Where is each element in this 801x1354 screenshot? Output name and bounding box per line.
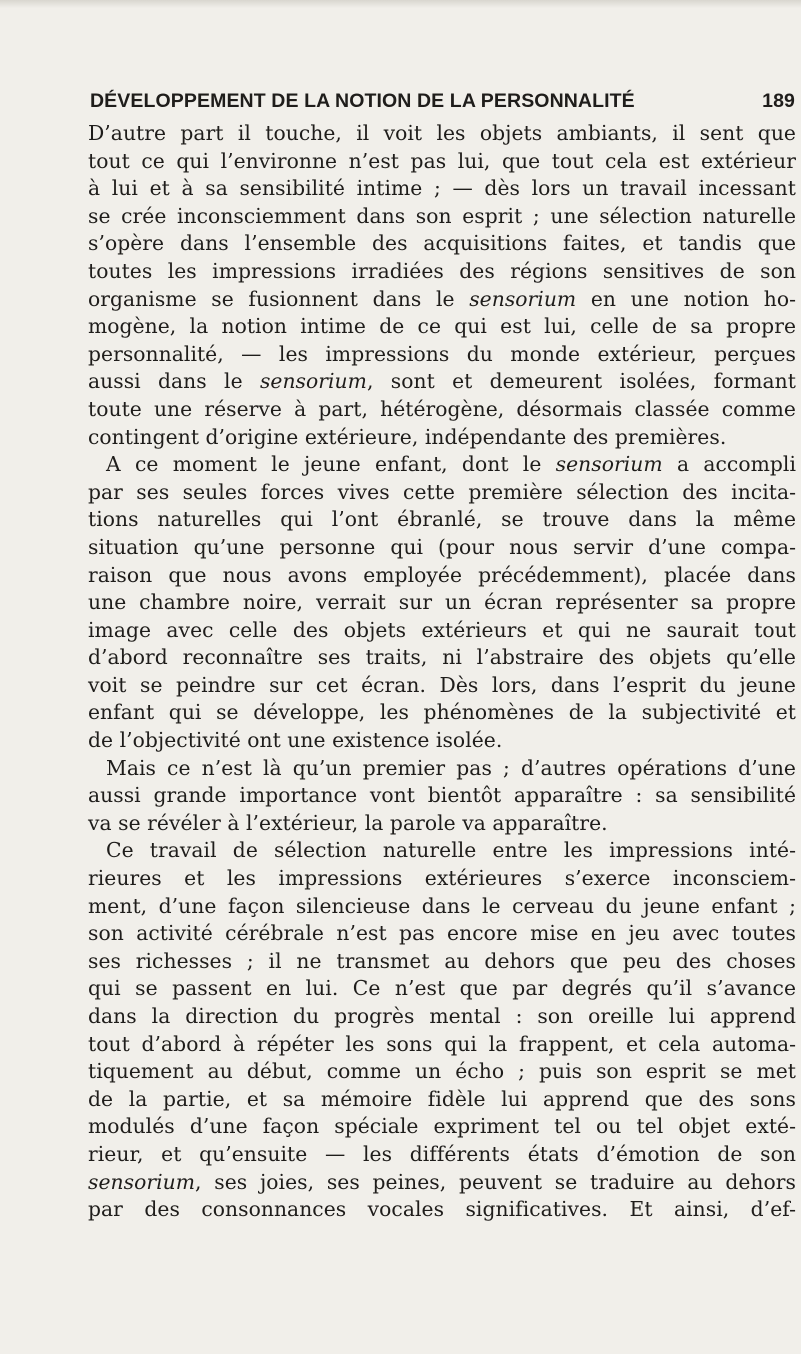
running-head — [90, 86, 795, 116]
text-segment: modulés d’une façon spéciale expriment tel ou tel objet exté- — [88, 1114, 796, 1139]
text-segment: son activité cérébrale n’est pas encore mise en jeu avec toutes — [88, 921, 796, 946]
text-line — [88, 258, 796, 286]
text-line — [88, 479, 796, 507]
text-segment: mogène, la notion intime de ce qui est lui, celle de sa propre — [88, 314, 796, 339]
text-segment: en une notion ho- — [576, 286, 796, 311]
text-line — [88, 286, 796, 314]
text-line — [88, 368, 796, 396]
text-segment: une chambre noire, verrait sur un écran représenter sa propre — [88, 590, 796, 615]
text-line — [88, 120, 796, 148]
text-segment: D’autre part il touche, il voit les objets ambiants, il sent que — [88, 121, 796, 145]
text-segment: tions naturelles qui l’ont ébranlé, se trouve dans la même — [88, 507, 796, 532]
body-text — [88, 120, 796, 1224]
text-line — [88, 755, 796, 783]
text-line — [88, 562, 796, 590]
text-line — [88, 1169, 796, 1197]
text-segment: d’abord reconnaître ses traits, ni l’abstraire des objets qu’elle — [88, 645, 796, 670]
italic-term: sensorium — [88, 1169, 196, 1194]
text-segment: s’opère dans l’ensemble des acquisitions faites, et tandis que — [88, 231, 796, 256]
text-line — [88, 782, 796, 810]
text-segment: tout d’abord à répéter les sons qui la frappent, et cela automa- — [88, 1031, 796, 1056]
italic-term: sensorium — [469, 286, 577, 311]
text-line — [88, 534, 796, 562]
italic-term: sensorium — [555, 452, 663, 477]
text-segment: se crée inconsciemment dans son esprit ; une sélection naturelle — [88, 203, 796, 228]
text-line — [88, 396, 796, 424]
text-line — [88, 203, 796, 231]
text-line — [88, 230, 796, 258]
text-segment: à lui et à sa sensibilité intime ; — dès lors un travail incessant — [88, 176, 796, 201]
text-segment: de la partie, et sa mémoire fidèle lui apprend que des sons — [88, 1086, 796, 1111]
text-segment: de l’objectivité ont une existence isolée. — [88, 728, 503, 753]
text-line — [88, 837, 796, 865]
text-segment: voit se peindre sur cet écran. Dès lors, dans l’esprit du jeune — [88, 672, 796, 697]
text-line — [88, 1003, 796, 1031]
text-line — [88, 1141, 796, 1169]
page-edge-shadow — [0, 0, 801, 8]
text-segment: Ce travail de sélection naturelle entre les impressions inté- — [106, 838, 796, 863]
text-line — [88, 672, 796, 700]
text-line — [88, 506, 796, 534]
text-line — [88, 975, 796, 1003]
text-segment: organisme se fusionnent dans le — [88, 286, 470, 311]
text-line — [88, 948, 796, 976]
text-segment: , ses joies, ses peines, peuvent se traduire au dehors — [195, 1169, 796, 1194]
text-segment: A ce moment le jeune enfant, dont le — [106, 452, 556, 477]
text-line — [88, 920, 796, 948]
text-segment: toute une réserve à part, hétérogène, désormais classée comme — [88, 396, 796, 421]
text-segment: tout ce qui l’environne n’est pas lui, que tout cela est extérieur — [88, 148, 796, 173]
text-segment: aussi grande importance vont bientôt apparaître : sa sensibilité — [88, 783, 796, 808]
text-line — [88, 1086, 796, 1114]
text-line — [88, 727, 796, 755]
text-segment: rieur, et qu’ensuite — les différents états d’émotion de son — [88, 1141, 796, 1166]
text-line — [88, 1031, 796, 1059]
text-segment: ment, d’une façon silencieuse dans le cerveau du jeune enfant ; — [88, 893, 796, 918]
text-segment: toutes les impressions irradiées des régions sensitives de son — [88, 258, 796, 283]
text-line — [88, 893, 796, 921]
text-segment: , sont et demeurent isolées, formant — [366, 369, 796, 394]
text-segment: personnalité, — les impressions du monde extérieur, perçues — [88, 341, 796, 366]
text-line — [88, 148, 796, 176]
text-segment: tiquement au début, comme un écho ; puis son esprit se met — [88, 1059, 796, 1084]
text-segment: par des consonnances vocales significatives. Et ainsi, d’ef- — [88, 1197, 796, 1222]
text-segment: dans la direction du progrès mental : son oreille lui apprend — [88, 1004, 796, 1028]
text-segment: contingent d’origine extérieure, indépendante des premières. — [88, 424, 727, 449]
text-line — [88, 617, 796, 645]
text-line — [88, 589, 796, 617]
text-segment: Mais ce n’est là qu’un premier pas ; d’autres opérations d’une — [106, 755, 796, 780]
text-line — [88, 699, 796, 727]
italic-term: sensorium — [259, 369, 367, 394]
text-line — [88, 313, 796, 341]
text-line — [88, 175, 796, 203]
text-segment: par ses seules forces vives cette première sélection des incita- — [88, 479, 796, 504]
text-line — [88, 1113, 796, 1141]
text-segment: aussi dans le — [88, 369, 260, 394]
text-segment: a accompli — [662, 452, 796, 477]
text-segment: enfant qui se développe, les phénomènes de la subjectivité et — [88, 700, 796, 725]
text-line — [88, 451, 796, 479]
text-segment: image avec celle des objets extérieurs et qui ne saurait tout — [88, 617, 796, 642]
page-number: 189 — [762, 90, 795, 112]
text-segment: raison que nous avons employée précédemment), placée dans — [88, 562, 796, 587]
text-line — [88, 1196, 796, 1224]
running-head-title: DÉVELOPPEMENT DE LA NOTION DE LA PERSONNALITÉ — [90, 90, 635, 112]
text-segment: rieures et les impressions extérieures s’exerce inconsciem- — [88, 866, 796, 891]
text-line — [88, 341, 796, 369]
text-line — [88, 424, 796, 452]
text-segment: qui se passent en lui. Ce n’est que par degrés qu’il s’avance — [88, 976, 796, 1001]
text-segment: situation qu’une personne qui (pour nous servir d’une compa- — [88, 534, 796, 559]
text-line — [88, 865, 796, 893]
text-line — [88, 1058, 796, 1086]
text-segment: va se révéler à l’extérieur, la parole va apparaître. — [88, 810, 608, 835]
text-line — [88, 644, 796, 672]
text-segment: ses richesses ; il ne transmet au dehors que peu des choses — [88, 948, 796, 973]
text-line — [88, 810, 796, 838]
